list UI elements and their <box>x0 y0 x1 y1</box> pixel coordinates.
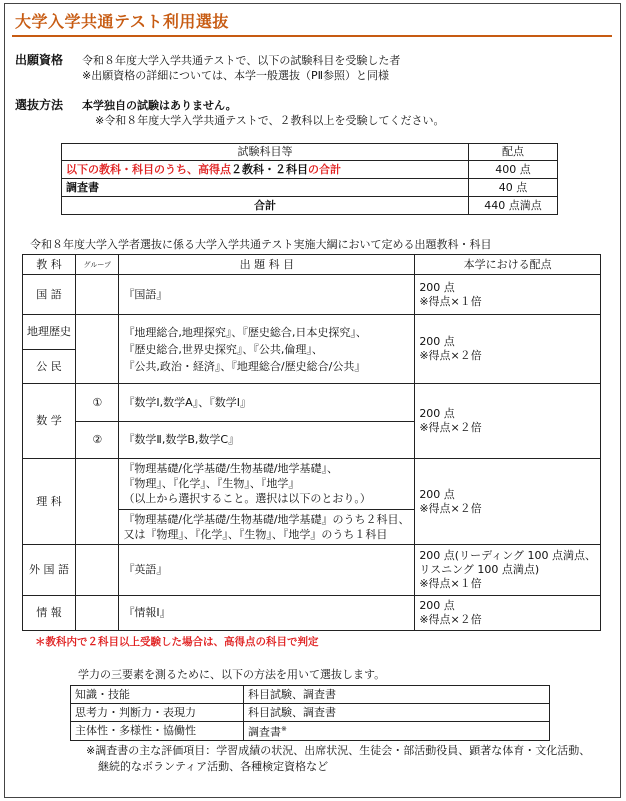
komin-name: 公 民 <box>23 350 76 384</box>
rika-s1: 『物理基礎/化学基礎/生物基礎/地学基礎』、 <box>123 462 339 475</box>
rika-points <box>415 459 601 545</box>
score-row1-points: 400 点 <box>469 161 558 179</box>
method-label: 選抜方法 <box>15 98 64 112</box>
score-row1-part4: の合計 <box>308 162 341 176</box>
element-row3-label: 主体性・多様性・協働性 <box>71 722 244 741</box>
chireki-note: ※得点×２倍 <box>419 349 482 362</box>
kokugo-subjects: 『国語』 <box>119 275 415 315</box>
element-row2-label: 思考力・判断力・表現力 <box>71 704 244 722</box>
element-row1-method: 科目試験、調査書 <box>244 686 550 704</box>
score-total-points: 440 点満点 <box>469 197 558 215</box>
element-row3-method <box>244 722 550 741</box>
gaikokugo-points <box>415 545 601 596</box>
note-line2: 継続的なボランティア活動、各種検定資格など <box>98 760 329 773</box>
joho-subjects: 『情報Ⅰ』 <box>119 596 415 631</box>
rika-name: 理 科 <box>23 459 76 545</box>
method-line1: 本学独自の試験はありません。 <box>82 99 237 112</box>
gaikokugo-note: ※得点×１倍 <box>419 577 482 590</box>
kokugo-points <box>415 275 601 315</box>
joho-group <box>76 596 119 631</box>
title-underline <box>12 35 612 37</box>
kokugo-name: 国 語 <box>23 275 76 315</box>
rika-s3: （以上から選択すること。選択は以下のとおり。） <box>123 492 371 505</box>
chireki-name: 地理歴史 <box>23 315 76 350</box>
score-head-points: 配点 <box>469 144 558 161</box>
score-total-label: 合計 <box>62 197 469 215</box>
chireki-subjects <box>119 315 415 384</box>
gaikokugo-subjects: 『英語』 <box>119 545 415 596</box>
eligibility-line2: ※出願資格の詳細については、本学一般選抜（PⅡ参照）と同様 <box>82 69 390 82</box>
subjects-head-subjects: 出 題 科 目 <box>119 255 415 275</box>
rika-group <box>76 459 119 545</box>
chireki-group <box>76 315 119 384</box>
joho-pts: 200 点 <box>419 599 455 612</box>
chireki-points <box>415 315 601 384</box>
three-elements-intro: 学力の三要素を測るために、以下の方法を用いて選抜します。 <box>78 668 386 681</box>
element-row2-method: 科目試験、調査書 <box>244 704 550 722</box>
joho-points <box>415 596 601 631</box>
gaikokugo-group <box>76 545 119 596</box>
chireki-s3: 『公共,政治・経済』、『地理総合/歴史総合/公共』 <box>123 359 366 373</box>
score-row2-points: 40 点 <box>469 179 558 197</box>
rika-s4: 『物理基礎/化学基礎/生物基礎/地学基礎』のうち２科目、 <box>123 513 410 526</box>
subjects-head-points: 本学における配点 <box>415 255 601 275</box>
element-row1-label: 知識・技能 <box>71 686 244 704</box>
page-title: 大学入学共通テスト利用選抜 <box>15 12 229 31</box>
sugaku-name: 数 学 <box>23 384 76 459</box>
sugaku-points <box>415 384 601 459</box>
element-row3-method-text: 調査書 <box>248 725 281 739</box>
score-head-subject: 試験科目等 <box>62 144 469 161</box>
sugaku-g2: ② <box>76 422 119 459</box>
sugaku-note: ※得点×２倍 <box>419 421 482 434</box>
chireki-s1: 『地理総合,地理探究』、『歴史総合,日本史探究』、 <box>123 325 367 339</box>
kokugo-pts: 200 点 <box>419 280 455 294</box>
kokugo-group <box>76 275 119 315</box>
rika-subjects <box>119 459 415 545</box>
gaikokugo-name: 外 国 語 <box>23 545 76 596</box>
note-line1: ※調査書の主な評価項目：学習成績の状況、出席状況、生徒会・部活動役員、顕著な体育・文化活動、 <box>86 744 591 757</box>
kokugo-note: ※得点×１倍 <box>419 294 482 308</box>
subjects-head-group: グループ <box>76 255 119 275</box>
score-table <box>61 143 558 215</box>
rika-s2: 『物理』、『化学』、『生物』、『地学』 <box>123 477 300 490</box>
sugaku-g1: ① <box>76 384 119 422</box>
sugaku-pts: 200 点 <box>419 407 455 420</box>
element-row3-mark: ※ <box>281 725 287 733</box>
eligibility-line1: 令和８年度大学入学共通テストで、以下の試験科目を受験した者 <box>82 54 401 67</box>
score-row1-part1: 以下の教科・科目のうち、 <box>66 162 198 176</box>
gaikokugo-pts2: リスニング 100 点満点) <box>419 563 540 576</box>
sugaku-s1: 『数学Ⅰ,数学A』、『数学Ⅰ』 <box>119 384 415 422</box>
eligibility-label: 出願資格 <box>15 53 64 67</box>
rika-pts: 200 点 <box>419 487 455 501</box>
score-row1-part3: ２教科・２科目 <box>231 162 308 176</box>
subjects-head-kyoka: 教 科 <box>23 255 76 275</box>
rika-note: ※得点×２倍 <box>419 501 482 515</box>
chireki-pts: 200 点 <box>419 335 455 348</box>
three-elements-table <box>70 685 550 741</box>
joho-note: ※得点×２倍 <box>419 613 482 626</box>
rika-divider <box>119 509 414 510</box>
sugaku-s2: 『数学Ⅱ,数学B,数学C』 <box>119 422 415 459</box>
score-row1-part2: 高得点 <box>198 162 231 176</box>
gaikokugo-pts1: 200 点(リーディング 100 点満点、 <box>419 549 596 562</box>
rika-s5: 又は『物理』、『化学』、『生物』、『地学』のうち１科目 <box>123 528 388 541</box>
chireki-s2: 『歴史総合,世界史探究』、『公共,倫理』、 <box>123 342 323 356</box>
outline-caption: 令和８年度大学入学者選抜に係る大学入学共通テスト実施大綱において定める出題教科・科目 <box>30 238 492 251</box>
joho-name: 情 報 <box>23 596 76 631</box>
method-line2: ※令和８年度大学入学共通テストで、２教科以上を受験してください。 <box>95 114 445 127</box>
score-row2-subject: 調査書 <box>62 179 469 197</box>
footnote-red: ＊教科内で２科目以上受験した場合は、高得点の科目で判定 <box>35 636 319 648</box>
subjects-table <box>22 254 601 631</box>
score-row1-subject <box>62 161 469 179</box>
